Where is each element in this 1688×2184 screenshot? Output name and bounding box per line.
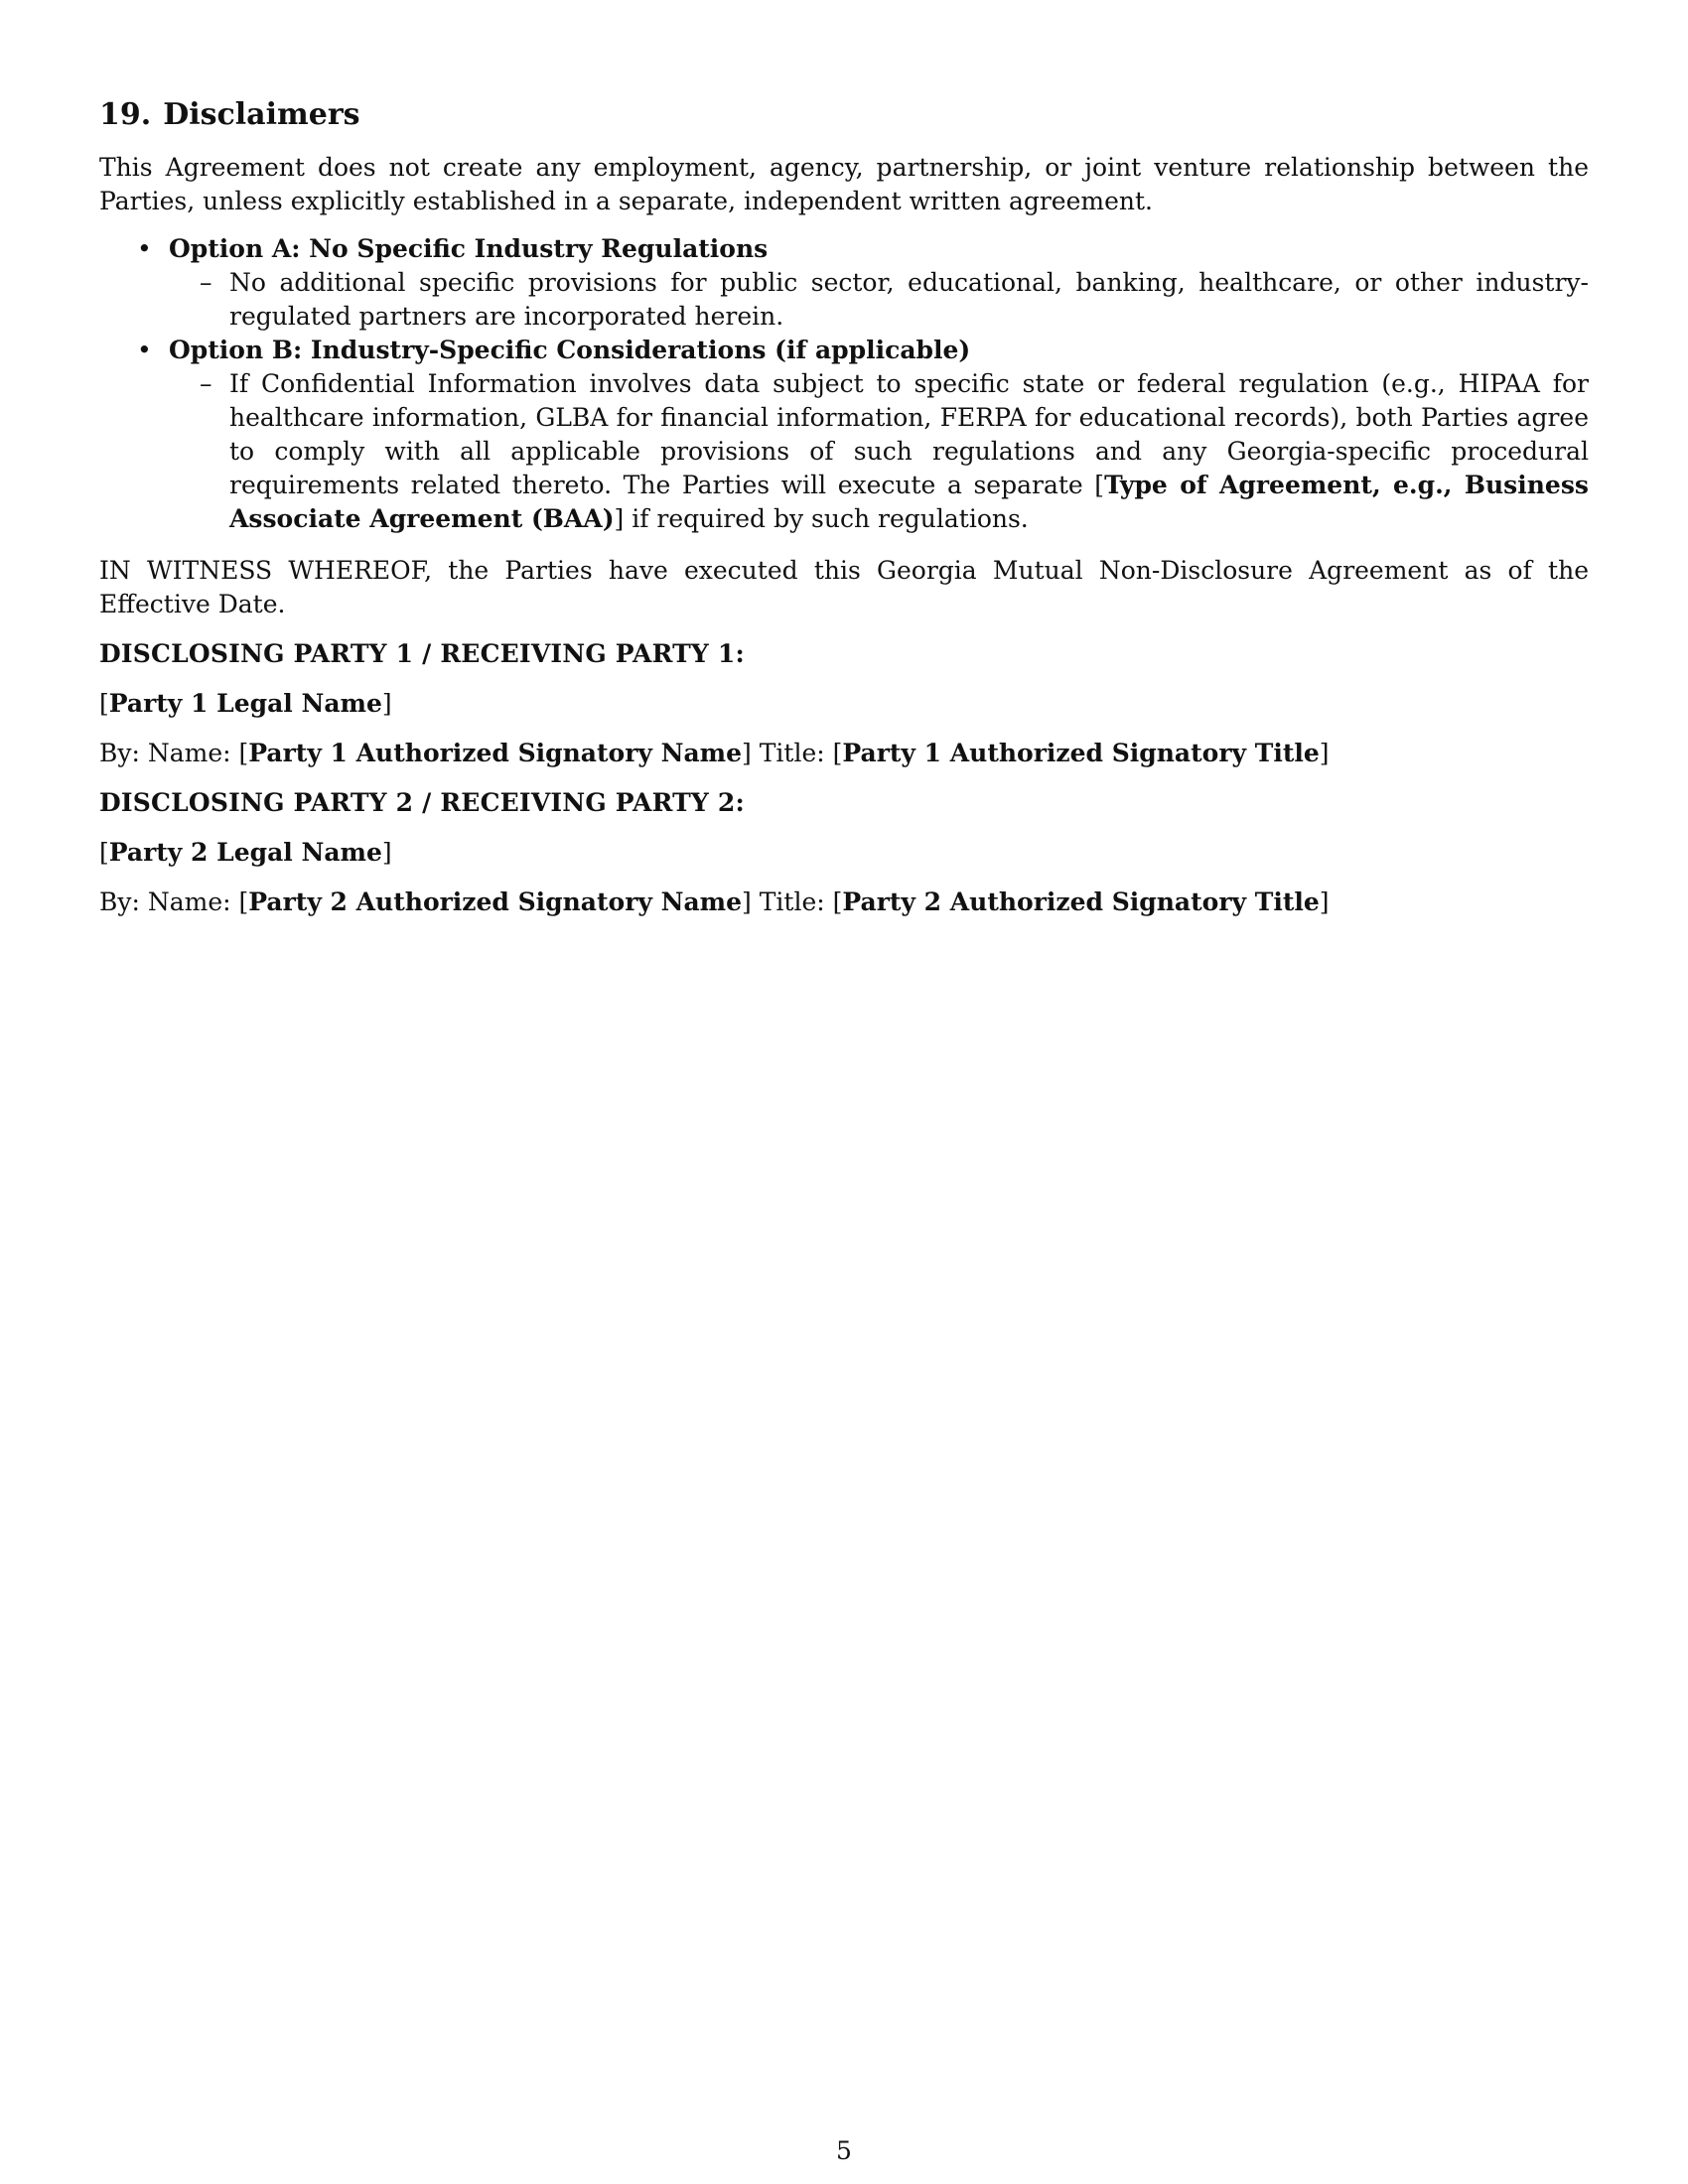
party-1-heading: DISCLOSING PARTY 1 / RECEIVING PARTY 1: [99, 639, 745, 668]
section-title: Disclaimers [163, 97, 360, 132]
agreement-type-placeholder: Type of Agreement, e.g., Business Associate Agreement (BAA) [229, 471, 1589, 533]
page-number: 5 [836, 2136, 852, 2165]
option-a-sublist [169, 266, 1589, 334]
option-b-item [99, 334, 1589, 536]
party-2-signatory-title: Party 2 Authorized Signatory Title [842, 887, 1320, 916]
party-2-title-label: Title: [759, 887, 833, 916]
option-b-detail-tail: ] if required by such regulations. [614, 504, 1029, 533]
party-2-heading: DISCLOSING PARTY 2 / RECEIVING PARTY 2: [99, 788, 745, 817]
party-1-legal-name: [Party 1 Legal Name] [99, 689, 392, 718]
witness-paragraph: IN WITNESS WHEREOF, the Parties have executed this Georgia Mutual Non-Disclosure Agreement as of the Effective Date. [99, 556, 1589, 618]
intro-paragraph: This Agreement does not create any employment, agency, partnership, or joint venture relationship between the Parties, unless explicitly established in a separate, independent written agreement. [99, 153, 1589, 215]
party-1-signatory-title: Party 1 Authorized Signatory Title [842, 739, 1320, 767]
party-1-title-label: Title: [759, 739, 833, 767]
options-list [99, 232, 1589, 536]
document-page [99, 95, 1589, 935]
party-2-signature-line: By: Name: [Party 2 Authorized Signatory Name] Title: [Party 2 Authorized Signatory Title] [99, 887, 1330, 916]
option-b-detail [169, 367, 1589, 536]
option-a-title: Option A: No Specific Industry Regulations [169, 234, 769, 263]
option-b-sublist [169, 367, 1589, 536]
option-a-item [99, 232, 1589, 334]
party-1-by-label: By: Name: [99, 739, 239, 767]
party-1-legal-name-placeholder: Party 1 Legal Name [108, 689, 382, 718]
party-2-legal-name: [Party 2 Legal Name] [99, 838, 392, 867]
party-1-signature-line: By: Name: [Party 1 Authorized Signatory Name] Title: [Party 1 Authorized Signatory Title] [99, 739, 1330, 767]
option-b-title: Option B: Industry-Specific Considerations (if applicable) [169, 336, 971, 364]
section-number: 19. [99, 97, 152, 132]
party-1-signatory-name: Party 1 Authorized Signatory Name [248, 739, 743, 767]
option-b-detail-text: If Confidential Information involves data subject to specific state or federal regulation (e.g., HIPAA for healthcare information, GLBA for financial information, FERPA for educational records), both Parties agree to comply with all applicable provisions of such regulations and any Georgia-specific procedural requirements related thereto. The Parties will execute a separate [ [229, 369, 1589, 499]
party-2-signatory-name: Party 2 Authorized Signatory Name [248, 887, 743, 916]
option-a-detail: – No additional specific provisions for public sector, educational, banking, healthcare, or other industry-regulated partners are incorporated herein. [169, 266, 1589, 334]
party-2-by-label: By: Name: [99, 887, 239, 916]
section-heading [99, 95, 1589, 135]
party-2-legal-name-placeholder: Party 2 Legal Name [108, 838, 382, 867]
